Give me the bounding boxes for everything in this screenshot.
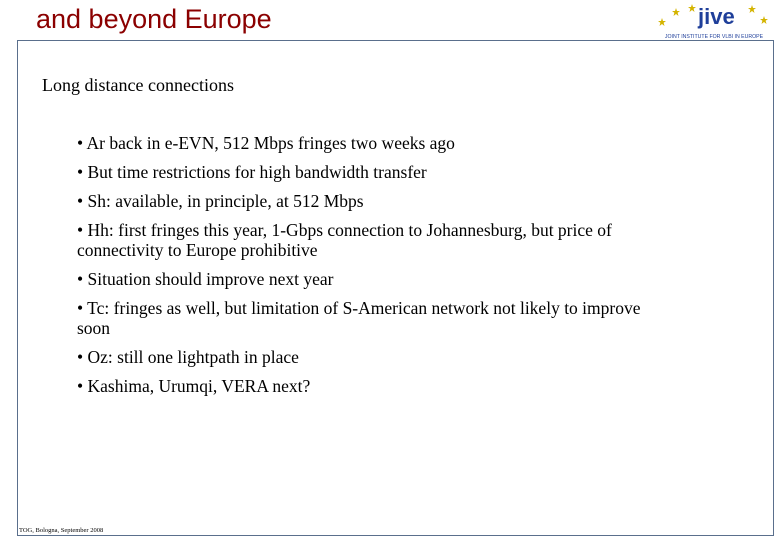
list-item: • Ar back in e-EVN, 512 Mbps fringes two weeks ago	[77, 133, 455, 153]
slide-footer: TOG, Bologna, September 2008	[19, 527, 104, 534]
list-item: • Kashima, Urumqi, VERA next?	[77, 376, 311, 396]
bullet-list	[77, 133, 657, 405]
jive-logo	[652, 2, 776, 42]
slide-subtitle: Long distance connections	[42, 75, 234, 95]
list-item: • Hh: first fringes this year, 1-Gbps connection to Johannesburg, but price of connectivity to Europe prohibitive	[77, 220, 612, 260]
list-item: • Situation should improve next year	[77, 269, 334, 289]
list-item: • Tc: fringes as well, but limitation of S-American network not likely to improve soon	[77, 298, 641, 338]
list-item: • Sh: available, in principle, at 512 Mbps	[77, 191, 364, 211]
logo-tagline: JOINT INSTITUTE FOR VLBI IN EUROPE	[664, 34, 764, 40]
list-item: • But time restrictions for high bandwidth transfer	[77, 162, 427, 182]
logo-text: jive	[698, 4, 735, 29]
slide-title: and beyond Europe	[36, 4, 272, 34]
list-item: • Oz: still one lightpath in place	[77, 347, 299, 367]
